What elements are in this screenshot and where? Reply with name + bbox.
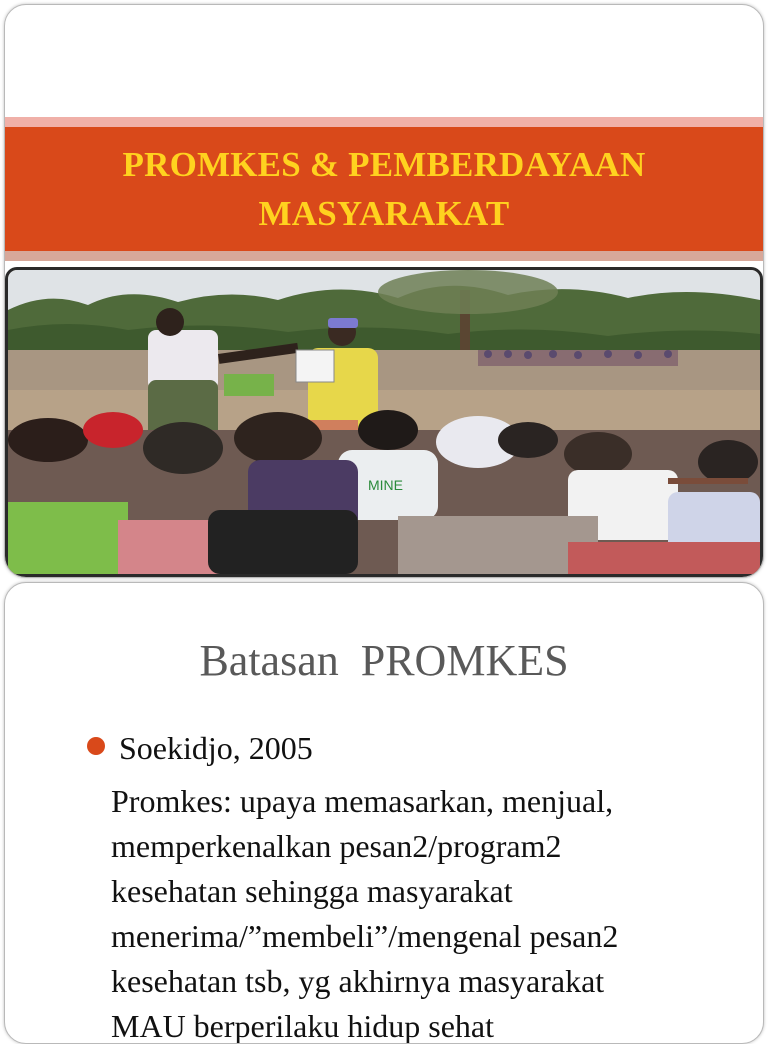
- title-underline-strip: [5, 251, 763, 261]
- definition-line: kesehatan tsb, yg akhirnya masyarakat: [111, 963, 605, 999]
- definition-line: kesehatan sehingga masyarakat: [111, 873, 513, 909]
- bullet-item: [87, 728, 313, 768]
- definition-line: MAU berperilaku hidup sehat: [111, 1008, 495, 1044]
- definition-line: Promkes: upaya memasarkan, menjual,: [111, 783, 614, 819]
- community-meeting-photo: [5, 267, 763, 577]
- definition-line: memperkenalkan pesan2/program2: [111, 828, 562, 864]
- slide-1: [4, 4, 764, 578]
- definition-line: menerima/”membeli”/mengenal pesan2: [111, 918, 619, 954]
- slide-2: [4, 582, 764, 1044]
- bullet-dot-icon: [87, 737, 105, 755]
- photo-shirt-text: MINE: [368, 477, 403, 493]
- slide-title: PROMKES & PEMBERDAYAAN MASYARAKAT: [122, 145, 646, 233]
- bullet-text: Soekidjo, 2005: [119, 730, 313, 766]
- slide-title: Batasan PROMKES: [199, 636, 569, 685]
- definition-paragraph: [111, 779, 751, 1044]
- title-band: [5, 127, 763, 251]
